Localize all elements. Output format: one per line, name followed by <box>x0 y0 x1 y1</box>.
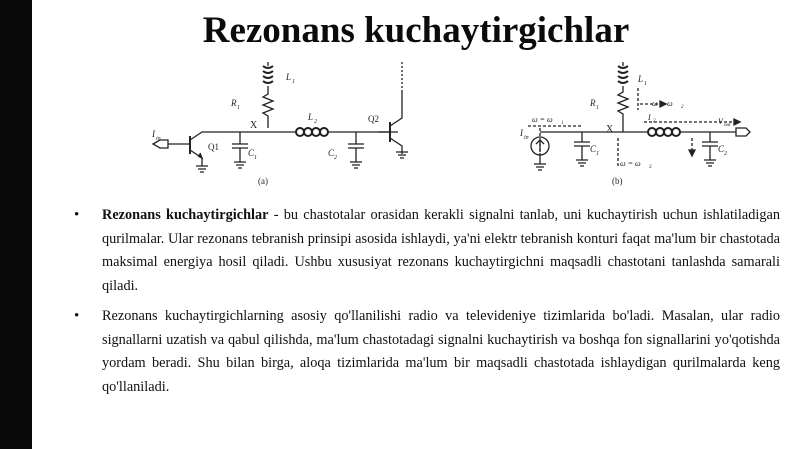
label-freq-upper: ω = ω <box>652 99 673 108</box>
label-l1-sub: 1 <box>292 79 295 85</box>
label-freq-left-sub: 1 <box>561 121 564 126</box>
label-b-r1-sub: 1 <box>596 105 599 111</box>
label-l2: L <box>308 112 314 122</box>
slide <box>32 0 800 449</box>
bullet-text: - bu chastotalar orasidan kerakli signalni tanlab, uni kuchaytirish uchun ishlatiladigan qurilmalar. Ular rezonans tebranish prinsipi asosida ishlaydi, ya'ni elektr tebranish konturi faqat ma'lum bir chastotada maksimal energiya hosil qiladi. Ushbu xususiyat rezonans kuchaytirgichni maqsadli chastotani tanlashda samarali qiladi. <box>102 207 780 294</box>
label-i2: I <box>648 113 651 122</box>
bullet-item-1 <box>74 204 780 298</box>
circuit-panel-a <box>151 62 408 186</box>
bullet-term: Rezonans kuchaytirgichlar <box>102 207 269 223</box>
bullet-text: Rezonans kuchaytirgichlarning asosiy qo'llanilishi radio va televideniye tizimlarida bo'ladi. Masalan, ular radio signallarni uzatish va qabul qilishda, ma'lum chastotadagi signalni kuchaytirish va boshqa fon signallarini yo'qotishda yordam beradi. Shu bilan birga, aloqa tizimlarida ma'lum bir maqsadli chastotada ishlaydigan qurilmalarda keng qo'llaniladi. <box>102 308 780 395</box>
label-i2-sub: 2 <box>653 119 656 124</box>
circuit-figure <box>120 58 756 190</box>
label-vout: V <box>718 117 723 126</box>
left-accent-bar <box>0 0 32 449</box>
label-node-x: X <box>250 120 258 131</box>
label-b-c1-sub: 1 <box>596 151 599 157</box>
label-c2-sub: 2 <box>334 155 337 161</box>
label-freq-upper-sub: 2 <box>681 105 684 110</box>
label-iin: I <box>152 129 155 139</box>
label-q1: Q1 <box>208 142 219 152</box>
bullet-marker: • <box>74 207 80 223</box>
label-q2: Q2 <box>368 114 379 124</box>
label-b-c2: C <box>718 144 725 154</box>
label-vout-sub: out <box>724 123 731 128</box>
circuit-panel-b <box>519 62 750 186</box>
bullet-marker: • <box>74 308 80 324</box>
slide-title: Rezonans kuchaytirgichlar <box>202 10 630 51</box>
label-c2: C <box>328 148 335 158</box>
label-b-r1: R <box>590 98 596 108</box>
label-b-iin-sub: in <box>524 135 529 141</box>
label-b-l1-sub: 1 <box>644 81 647 87</box>
label-b-c2-sub: 2 <box>724 151 727 157</box>
label-r1: R <box>231 98 237 108</box>
caption-a: (a) <box>258 176 268 186</box>
label-c1-sub: 1 <box>254 155 257 161</box>
label-l2-sub: 2 <box>314 119 317 125</box>
label-l1: L <box>286 72 292 82</box>
label-c1: C <box>248 148 255 158</box>
label-freq-left: ω = ω <box>532 115 553 124</box>
caption-b: (b) <box>612 176 623 186</box>
label-b-c1: C <box>590 144 597 154</box>
label-b-iin: I <box>520 128 523 138</box>
label-freq-lower-sub: 3 <box>649 165 652 170</box>
label-b-l1: L <box>638 74 644 84</box>
label-iin-sub: in <box>156 136 161 142</box>
label-b-node-x: X <box>606 124 614 135</box>
bullet-item-2 <box>74 305 780 399</box>
bullet-list <box>74 204 780 406</box>
label-freq-lower: ω = ω <box>620 159 641 168</box>
label-r1-sub: 1 <box>237 105 240 111</box>
